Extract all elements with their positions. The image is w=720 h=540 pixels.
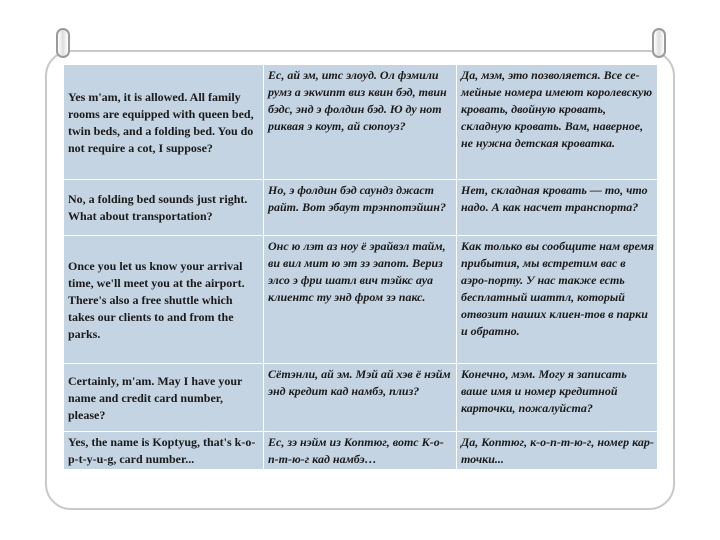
transcription-cell: Онс ю лэт аз ноу ё эрайвэл тайм, ви вил мит ю эт зэ эапот. Вериз элсо э фри шатл вич тэйкс ауа клиентс ту энд фром зэ пакс. (264, 236, 457, 364)
table-row (64, 432, 658, 470)
table-row (64, 65, 658, 180)
transcription-cell: Ес, ай эм, итс элоуд. Ол фэмили румз а экwипт виз квин бэд, твин бэдс, энд э фолдин бэд. Ю ду нот риквая э коут, ай сюпоуз? (264, 65, 457, 180)
english-cell: Yes m'am, it is allowed. All family rooms are equipped with queen bed, twin beds, and a folding bed. You do not require a cot, I suppose? (64, 65, 264, 180)
transcription-cell: Но, э фолдин бэд саундз джаст райт. Вот эбаут трэнпотэйшн? (264, 180, 457, 236)
transcription-cell: Ес, зэ нэйм из Коптюг, вотс К-о-п-т-ю-г кад намбэ… (264, 432, 457, 470)
transcription-cell: Сётэнли, ай эм. Мэй ай хэв ё нэйм энд кредит кад намбэ, плиз? (264, 364, 457, 432)
english-cell: Yes, the name is Koptyug, that's k-o-p-t-y-u-g, card number... (64, 432, 264, 470)
russian-cell: Да, мэм, это позволяется. Все се-мейные номера имеют королевскую кровать, двойную кровать, складную кровать. Вам, наверное, не нужна детская кроватка. (457, 65, 658, 180)
russian-cell: Конечно, мэм. Могу я записать ваше имя и номер кредитной карточки, пожалуйста? (457, 364, 658, 432)
table-row (64, 364, 658, 432)
english-cell: No, a folding bed sounds just right. What about transportation? (64, 180, 264, 236)
english-cell: Once you let us know your arrival time, we'll meet you at the airport. There's also a free shuttle which takes our clients to and from the parks. (64, 236, 264, 364)
english-cell: Certainly, m'am. May I have your name and credit card number, please? (64, 364, 264, 432)
russian-cell: Как только вы сообщите нам время прибытия, мы встретим вас в аэро-порту. У нас также есть бесплатный шаттл, который отвозит наших клиен-тов в парки и обратно. (457, 236, 658, 364)
binder-ring-left (56, 28, 70, 58)
dialogue-table (63, 64, 658, 470)
binder-ring-right (652, 28, 666, 58)
russian-cell: Нет, складная кровать — то, что надо. А как насчет транспорта? (457, 180, 658, 236)
table-row (64, 236, 658, 364)
table-row (64, 180, 658, 236)
russian-cell: Да, Коптюг, к-о-п-т-ю-г, номер кар-точки... (457, 432, 658, 470)
